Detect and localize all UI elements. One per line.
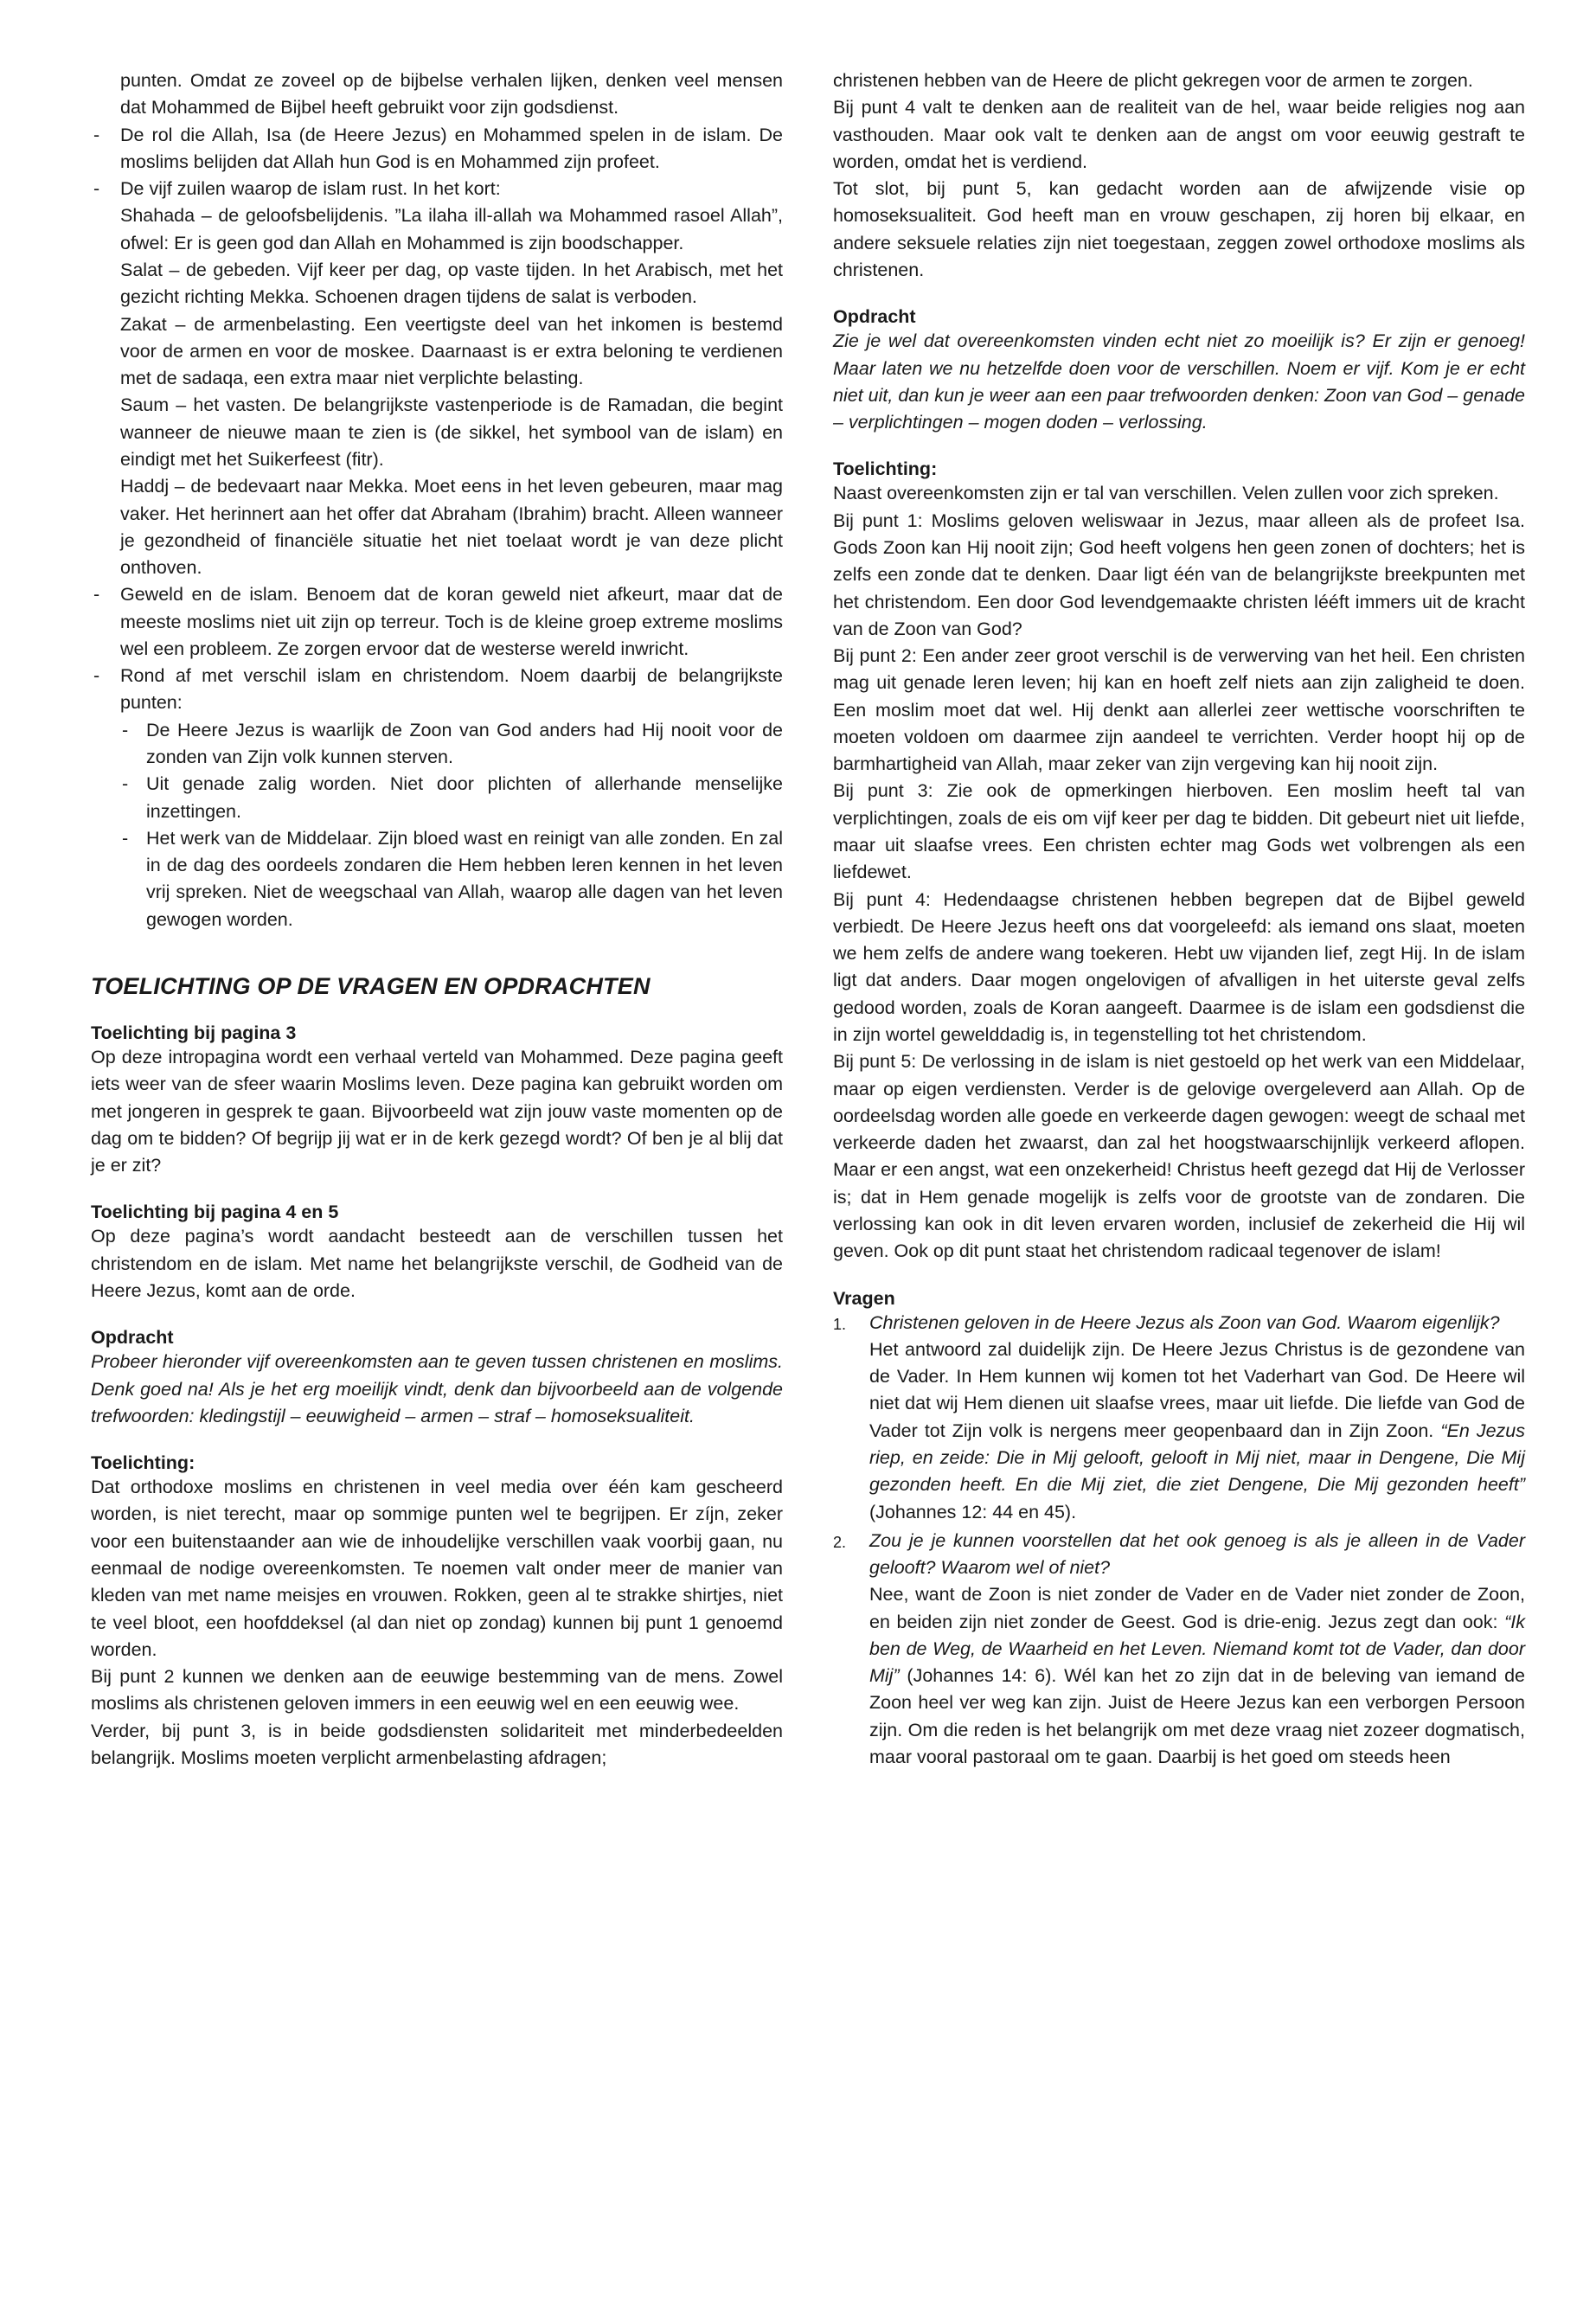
dash-icon: - bbox=[93, 584, 100, 606]
list-item bbox=[120, 825, 783, 933]
toelichting-intro: Naast overeenkomsten zijn er tal van verschillen. Velen zullen voor zich spreken. bbox=[833, 483, 1499, 504]
heading-opdracht-left: Opdracht bbox=[91, 1327, 174, 1349]
paragraph-punt-5: Tot slot, bij punt 5, kan gedacht worden aan de afwijzende visie op homoseksualiteit. God heeft man en vrouw geschapen, zij horen bij elkaar, en andere seksuele relaties zijn niet toegestaan, zeggen zowel orthodoxe moslims als christenen. bbox=[833, 178, 1525, 280]
questions-list bbox=[833, 1310, 1525, 1772]
list-item bbox=[833, 1528, 1525, 1772]
question-number: 1. bbox=[833, 1315, 847, 1333]
list-item-text: Rond af met verschil islam en christendom. Noem daarbij de belangrijkste punten: bbox=[120, 665, 783, 714]
dash-icon: - bbox=[93, 178, 100, 200]
list-item bbox=[91, 122, 783, 176]
sub-bullet-list bbox=[120, 717, 783, 933]
list-item bbox=[120, 771, 783, 825]
pillar-saum: Saum – het vasten. De belangrijkste vastenperiode is de Ramadan, die begint wanneer de nieuwe maan te zien is (de sikkel, het symbool van de islam) en eindigt met het Suikerfeest (fitr). bbox=[120, 394, 783, 470]
intro-paragraph: punten. Omdat ze zoveel op de bijbelse verhalen lijken, denken veel mensen dat Mohammed de Bijbel heeft gebruikt voor zijn godsdienst. bbox=[120, 70, 783, 119]
pillar-salat: Salat – de gebeden. Vijf keer per dag, op vaste tijden. In het Arabisch, met het gezicht richting Mekka. Schoenen dragen tijdens de salat is verboden. bbox=[120, 259, 783, 308]
answer-part-quote: “En Jezus riep, en zeide: Die in Mij gelooft, gelooft in Mij niet, maar in Dengene, Die Mij gezonden heeft. En die Mij ziet, die ziet Dengene, Die Mij gezonden heeft” bbox=[869, 1420, 1525, 1496]
right-column bbox=[833, 67, 1525, 1772]
toelichting-punt-3: Bij punt 3: Zie ook de opmerkingen hierboven. Een moslim heeft tal van verplichtingen, zoals de eis om vijf keer per dag te bidden. Dit gebeurt niet uit liefde, maar uit slaafse vrees. Een christen echter mag Gods wet volbrengen als een liefdewet. bbox=[833, 780, 1525, 883]
list-item bbox=[91, 663, 783, 933]
continuation-paragraph: christenen hebben van de Heere de plicht gekregen voor de armen te zorgen. bbox=[833, 70, 1473, 91]
dash-icon: - bbox=[93, 665, 100, 687]
body-toelichting-pagina-3: Op deze intropagina wordt een verhaal verteld van Mohammed. Deze pagina geeft iets weer van de sfeer waarin Moslims leven. Deze pagina kan gebruikt worden om met jongeren in gesprek te gaan. Bijvoorbeeld wat zijn jouw vaste momenten op de dag om te bidden? Of begrijp jij wat er in de kerk gezegd wordt? Of ben je al blij dat je er zit? bbox=[91, 1047, 783, 1176]
body-toelichting-left-2: Bij punt 2 kunnen we denken aan de eeuwige bestemming van de mens. Zowel moslims als christenen geloven immers in een eeuwig wel en een eeuwig wee. bbox=[91, 1666, 783, 1715]
two-column-layout bbox=[91, 67, 1525, 1772]
left-column bbox=[91, 67, 783, 1772]
answer-part-plain: Het antwoord zal duidelijk zijn. De Heere Jezus Christus is de gezondene van de Vader. In Hem kunnen wij komen tot het Vaderhart van God. De Heere wil niet dat wij Hem dienen uit slaafse vrees, maar uit liefde. Die liefde van God de Vader tot Zijn volk is nergens meer geopenbaard dan in Zijn Zoon. bbox=[869, 1338, 1525, 1441]
toelichting-punt-1: Bij punt 1: Moslims geloven weliswaar in Jezus, maar alleen als de profeet Isa. Gods Zoon kan Hij nooit zijn; God heeft volgens hen geen zonen of dochters; het is zelfs een zonde dat te denken. Daar ligt één van de belangrijkste breekpunten met het christendom. Een door God levendgemaakte christen lééft immers uit de kracht van de Zoon van God? bbox=[833, 510, 1525, 639]
answer-part-quote: “Ik ben de Weg, de Waarheid en het Leven. Niemand komt tot de Vader, dan door Mij” bbox=[869, 1611, 1525, 1687]
list-item bbox=[120, 717, 783, 772]
paragraph-punt-4: Bij punt 4 valt te denken aan de realiteit van de hel, waar beide religies nog aan vasthouden. Maar ook valt te denken aan de angst om voor eeuwig gestraft te worden, omdat het is verdiend. bbox=[833, 97, 1525, 172]
dash-icon: - bbox=[122, 719, 129, 740]
heading-opdracht-right: Opdracht bbox=[833, 306, 916, 328]
answer-text bbox=[869, 1336, 1525, 1526]
toelichting-punt-2: Bij punt 2: Een ander zeer groot verschil is de verwerving van het heil. Een christen mag uit genade leren leven; hij kan en hoeft zelf niets aan zijn zaligheid te doen. Een moslim moet dat wel. Hij denkt aan allerlei zeer wettische voorschriften te moeten voldoen om daarmee zijn aandeel te verrichten. Verder hoopt hij op de barmhartigheid van Allah, maar zeker van zijn vergeving kan hij nooit zijn. bbox=[833, 645, 1525, 775]
dash-icon: - bbox=[93, 124, 100, 145]
heading-vragen: Vragen bbox=[833, 1287, 895, 1309]
pillar-shahada: Shahada – de geloofsbelijdenis. ”La ilaha ill-allah wa Mohammed rasoel Allah”, ofwel: Er is geen god dan Allah en Mohammed is zijn boodschapper. bbox=[120, 205, 783, 253]
toelichting-punt-4: Bij punt 4: Hedendaagse christenen hebben begrepen dat de Bijbel geweld verbiedt. De Heere Jezus heeft ons dat voorgeleefd: als iemand ons slaat, moeten we hem zelfs de andere wang toekeren. Hebt uw vijanden lief, zegt Hij. In de islam ligt dat anders. Daar mogen ongelovigen of afvalligen in het uiterste geval zelfs gedood worden, zoals de Koran aangeeft. Daarmee is de islam een godsdienst die in zijn wortel gewelddadig is, in tegenstelling tot het christendom. bbox=[833, 888, 1525, 1045]
heading-toelichting-pagina-4-5: Toelichting bij pagina 4 en 5 bbox=[91, 1202, 339, 1223]
main-bullet-list bbox=[91, 122, 783, 933]
answer-text bbox=[869, 1581, 1525, 1771]
dash-icon: - bbox=[122, 827, 129, 849]
list-item-text: Het werk van de Middelaar. Zijn bloed wast en reinigt van alle zonden. En zal in de dag des oordeels zondaren die Hem hebben leren kennen in het leven vrij spreken. Niet de weegschaal van Allah, waarop alle dagen van het leven gewogen worden. bbox=[146, 827, 783, 930]
body-opdracht-right: Zie je wel dat overeenkomsten vinden echt niet zo moeilijk is? Er zijn er genoeg! Maar laten we nu hetzelfde doen voor de verschillen. Noem er vijf. Kom je er echt niet uit, dan kun je weer aan een paar trefwoorden denken: Zoon van God – genade – verplichtingen – mogen doden – verlossing. bbox=[833, 330, 1525, 433]
pillar-haddj: Haddj – de bedevaart naar Mekka. Moet eens in het leven gebeuren, maar mag vaker. Het herinnert aan het offer dat Abraham (Ibrahim) bracht. Alleen wanneer je gezondheid of financiële situatie het niet toelaat wordt je van deze plicht onthoven. bbox=[120, 476, 783, 579]
heading-toelichting-left: Toelichting: bbox=[91, 1452, 195, 1474]
list-item-text: Uit genade zalig worden. Niet door plichten of allerhande menselijke inzettingen. bbox=[146, 773, 783, 822]
list-item-text: Geweld en de islam. Benoem dat de koran geweld niet afkeurt, maar dat de meeste moslims niet uit zijn op terreur. Toch is de kleine groep extreme moslims wel een probleem. Ze zorgen ervoor dat de westerse wereld inwricht. bbox=[120, 584, 783, 659]
list-item-text: De rol die Allah, Isa (de Heere Jezus) en Mohammed spelen in de islam. De moslims belijden dat Allah hun God is en Mohammed zijn profeet. bbox=[120, 124, 783, 172]
heading-toelichting-right: Toelichting: bbox=[833, 458, 938, 480]
answer-part-reference: (Johannes 12: 44 en 45). bbox=[869, 1501, 1077, 1522]
body-toelichting-left-1: Dat orthodoxe moslims en christenen in veel media over één kam gescheerd worden, is niet terecht, maar op sommige punten wel te begrijpen. Er zíjn, zeker voor een buitenstaander aan wie de inhoudelijke verschillen vaak voorbij gaan, nu eenmaal de nodige overeenkomsten. Te noemen valt onder meer de manier van kleden van met name meisjes en vrouwen. Rokken, geen al te strakke shirtjes, niet te veel bloot, een hoofddeksel (al dan niet op zondag) kunnen bij punt 1 genoemd worden. bbox=[91, 1477, 783, 1660]
toelichting-punt-5: Bij punt 5: De verlossing in de islam is niet gestoeld op het werk van een Middelaar, maar op eigen verdiensten. Verder is de gelovige overgeleverd aan Allah. Op de oordeelsdag worden alle goede en verkeerde dagen gewogen: weegt de schaal met verkeerde daden het zwaarst, dan zal het hoogstwaarschijnlijk verkeerd aflopen. Maar er een angst, wat een onzekerheid! Christus heeft gezegd dat Hij de Verlosser is; dat in Hem genade mogelijk is zelfs voor de grootste van de zondaren. Die verlossing kan ook in dit leven ervaren worden, inclusief de zekerheid die Hij wil geven. Ook op dit punt staat het christendom radicaal tegenover de islam! bbox=[833, 1051, 1525, 1262]
list-item-text: De vijf zuilen waarop de islam rust. In het kort: bbox=[120, 178, 501, 200]
body-opdracht-left: Probeer hieronder vijf overeenkomsten aan te geven tussen christenen en moslims. Denk goed na! Als je het erg moeilijk vindt, denk dan bijvoorbeeld aan de volgende trefwoorden: kledingstijl – eeuwigheid – armen – straf – homoseksualiteit. bbox=[91, 1351, 783, 1426]
answer-part-continued: (Johannes 14: 6). Wél kan het zo zijn dat in de beleving van iemand de Zoon heel ver weg kan zijn. Juist de Heere Jezus kan een verborgen Persoon zijn. Om die reden is het belangrijk om met deze vraag niet zozeer dogmatisch, maar vooral pastoraal om te gaan. Daarbij is het goed om steeds heen bbox=[869, 1665, 1525, 1768]
answer-part-plain: Nee, want de Zoon is niet zonder de Vader en de Vader niet zonder de Zoon, en beiden zijn niet zonder de Geest. God is drie-enig. Jezus zegt dan ook: bbox=[869, 1584, 1525, 1632]
list-item bbox=[833, 1310, 1525, 1526]
list-item-text: De Heere Jezus is waarlijk de Zoon van God anders had Hij nooit voor de zonden van Zijn volk kunnen sterven. bbox=[146, 719, 783, 768]
question-text: Zou je je kunnen voorstellen dat het ook genoeg is als je alleen in de Vader gelooft? Waarom wel of niet? bbox=[869, 1529, 1525, 1579]
question-number: 2. bbox=[833, 1533, 847, 1551]
list-item bbox=[91, 176, 783, 581]
list-item bbox=[91, 581, 783, 663]
page-title: TOELICHTING OP DE VRAGEN EN OPDRACHTEN bbox=[91, 973, 651, 999]
pillar-zakat: Zakat – de armenbelasting. Een veertigste deel van het inkomen is bestemd voor de armen en voor de moskee. Daarnaast is er extra beloning te verdienen met de sadaqa, een extra maar niet verplichte belasting. bbox=[120, 313, 783, 389]
body-toelichting-left-3: Verder, bij punt 3, is in beide godsdiensten solidariteit met minderbedeelden belangrijk. Moslims moeten verplicht armenbelasting afdragen; bbox=[91, 1720, 783, 1768]
dash-icon: - bbox=[122, 773, 129, 795]
heading-toelichting-pagina-3: Toelichting bij pagina 3 bbox=[91, 1022, 297, 1043]
body-toelichting-pagina-4-5: Op deze pagina’s wordt aandacht besteedt aan de verschillen tussen het christendom en de islam. Met name het belangrijkste verschil, de Godheid van de Heere Jezus, komt aan de orde. bbox=[91, 1226, 783, 1301]
question-text: Christenen geloven in de Heere Jezus als Zoon van God. Waarom eigenlijk? bbox=[869, 1311, 1500, 1333]
